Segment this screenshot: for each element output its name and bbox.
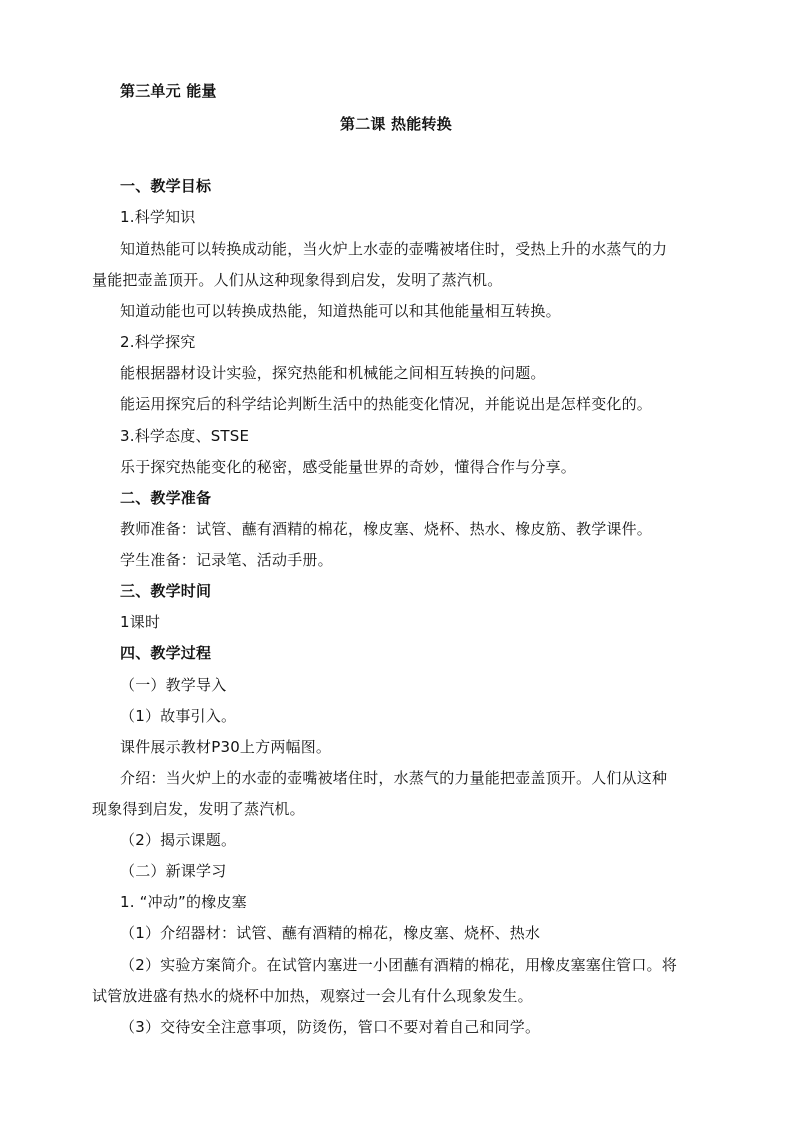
list-item: （2）实验方案简介。在试管内塞进一小团蘸有酒精的棉花，用橡皮塞塞住管口。将: [120, 956, 677, 974]
paragraph-line: 知道动能也可以转换成热能，知道热能可以和其他能量相互转换。: [120, 302, 561, 320]
list-item: （3）交待安全注意事项，防烫伤，管口不要对着自己和同学。: [120, 1018, 541, 1036]
subheading-new-lesson: （二）新课学习: [120, 862, 227, 880]
list-item: （2）揭示课题。: [120, 831, 237, 849]
subheading-attitude-stse: 3.科学态度、STSE: [120, 427, 250, 445]
paragraph-line: 现象得到启发，发明了蒸汽机。: [92, 800, 305, 818]
subheading-rubber-stopper: 1. “冲动”的橡皮塞: [120, 893, 247, 911]
subheading-science-knowledge: 1.科学知识: [120, 208, 196, 226]
paragraph-line: 量能把壶盖顶开。人们从这种现象得到启发，发明了蒸汽机。: [92, 271, 503, 289]
section-heading-process: 四、教学过程: [120, 644, 212, 662]
paragraph-line: 试管放进盛有热水的烧杯中加热，观察过一会儿有什么现象发生。: [92, 987, 533, 1005]
section-heading-preparation: 二、教学准备: [120, 489, 212, 507]
paragraph-line: 学生准备：记录笔、活动手册。: [120, 551, 333, 569]
unit-title: 第三单元 能量: [120, 82, 217, 100]
list-item: （1）故事引入。: [120, 707, 237, 725]
lesson-title: 第二课 热能转换: [340, 115, 452, 133]
paragraph-line: 教师准备：试管、蘸有酒精的棉花，橡皮塞、烧杯、热水、橡皮筋、教学课件。: [120, 520, 653, 538]
section-heading-time: 三、教学时间: [120, 582, 212, 600]
section-heading-objectives: 一、教学目标: [120, 177, 212, 195]
subheading-science-inquiry: 2.科学探究: [120, 333, 196, 351]
subheading-intro: （一）教学导入: [120, 676, 227, 694]
list-item: （1）介绍器材：试管、蘸有酒精的棉花，橡皮塞、烧杯、热水: [120, 924, 541, 942]
paragraph-line: 1课时: [120, 613, 161, 631]
paragraph-line: 能根据器材设计实验，探究热能和机械能之间相互转换的问题。: [120, 364, 546, 382]
paragraph-line: 知道热能可以转换成动能，当火炉上水壶的壶嘴被堵住时，受热上升的水蒸气的力: [120, 240, 668, 258]
paragraph-line: 乐于探究热能变化的秘密，感受能量世界的奇妙，懂得合作与分享。: [120, 458, 577, 476]
paragraph-line: 能运用探究后的科学结论判断生活中的热能变化情况，并能说出是怎样变化的。: [120, 395, 653, 413]
paragraph-line: 介绍：当火炉上的水壶的壶嘴被堵住时，水蒸气的力量能把壶盖顶开。人们从这种: [120, 769, 668, 787]
paragraph-line: 课件展示教材P30上方两幅图。: [120, 738, 332, 756]
